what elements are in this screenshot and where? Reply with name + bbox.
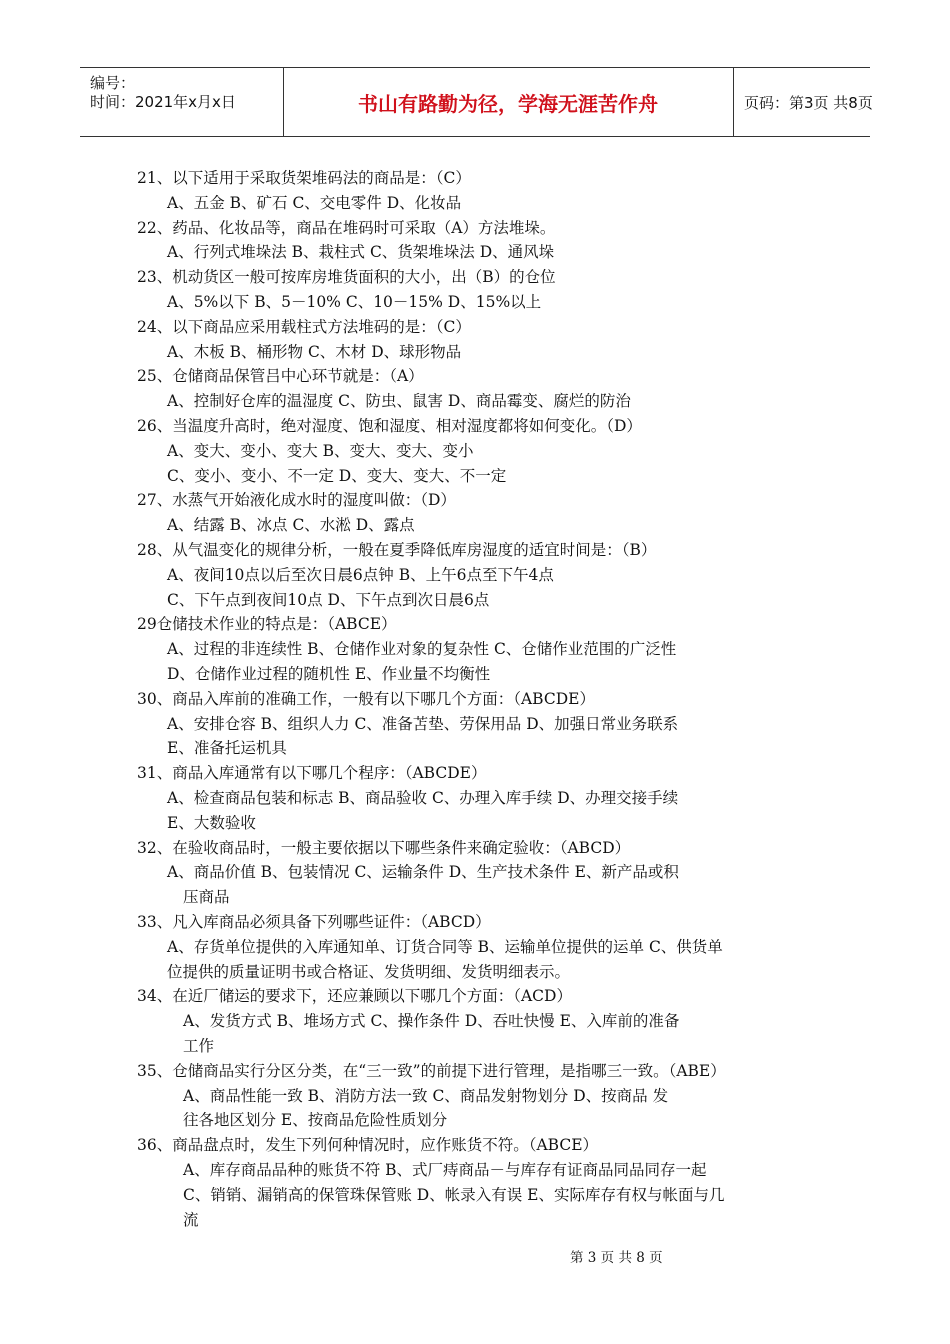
question-line: 23、机动货区一般可按库房堆货面积的大小，出（B）的仓位	[137, 268, 556, 287]
question-line: 35、仓储商品实行分区分类，在“三一致”的前提下进行管理，是指哪三一致。（ABE）	[137, 1061, 726, 1080]
option-line: A、检查商品包装和标志 B、商品验收 C、办理入库手续 D、办理交接手续	[167, 789, 679, 807]
option-line: A、木板 B、桶形物 C、木材 D、球形物品	[167, 342, 462, 361]
option-line: A、存货单位提供的入库通知单、订货合同等 B、运输单位提供的运单 C、供货单	[167, 937, 723, 956]
question-line: 36、商品盘点时，发生下列何种情况时，应作账货不符。（ABCE）	[137, 1136, 599, 1155]
question-line: 21、以下适用于采取货架堆码法的商品是：（C）	[137, 169, 471, 187]
question-line: 31、商品入库通常有以下哪几个程序：（ABCDE）	[137, 764, 487, 783]
footer-page-number: 第 3 页 共 8 页	[570, 1250, 663, 1266]
question-line: 29仓储技术作业的特点是：（ABCE）	[137, 615, 397, 634]
date-label: 时间：2021年x月x日	[90, 93, 236, 111]
code-label: 编号：	[90, 74, 136, 92]
option-line: A、行列式堆垛法 B、栽柱式 C、货架堆垛法 D、通风垛	[167, 243, 555, 262]
option-line: A、夜间10点以后至次日晨6点钟 B、上午6点至下午4点	[167, 565, 554, 584]
page-header	[80, 67, 873, 137]
option-line: E、准备托运机具	[167, 739, 287, 758]
question-line: 34、在近厂储运的要求下，还应兼顾以下哪几个方面：（ACD）	[137, 987, 572, 1006]
option-line: A、5%以下 B、5－10% C、10－15% D、15%以上	[167, 293, 542, 311]
option-line: E、大数验收	[167, 813, 256, 832]
option-line: C、下午点到夜间10点 D、下午点到次日晨6点	[167, 590, 490, 609]
option-line: 压商品	[183, 888, 230, 907]
option-line: 往各地区划分 E、按商品危险性质划分	[183, 1111, 448, 1130]
option-line: A、发货方式 B、堆场方式 C、操作条件 D、吞吐快慢 E、入库前的准备	[183, 1012, 680, 1031]
option-line: A、库存商品品种的账货不符 B、式厂痔商品－与库存有证商品同品同存一起	[183, 1161, 707, 1179]
header-meta	[80, 68, 284, 136]
option-line: A、五金 B、矿石 C、交电零件 D、化妆品	[167, 193, 462, 212]
header-motto-cell	[283, 68, 734, 136]
option-line: A、商品性能一致 B、消防方法一致 C、商品发射物划分 D、按商品 发	[183, 1086, 669, 1105]
option-line: 流	[183, 1210, 199, 1229]
page-number-label: 页码：第3页 共8页	[744, 93, 873, 112]
option-line: A、过程的非连续性 B、仓储作业对象的复杂性 C、仓储作业范围的广泛性	[167, 640, 677, 659]
option-line: A、商品价值 B、包装情况 C、运输条件 D、生产技术条件 E、新产品或积	[167, 863, 679, 882]
motto: 书山有路勤为径，学海无涯苦作舟	[358, 91, 658, 116]
question-line: 25、仓储商品保管吕中心环节就是：（A）	[137, 367, 424, 386]
question-line: 28、从气温变化的规律分析，一般在夏季降低库房湿度的适宜时间是：（B）	[137, 541, 657, 559]
question-line: 27、水蒸气开始液化成水时的湿度叫做：（D）	[137, 491, 456, 510]
question-line: 33、凡入库商品必须具备下列哪些证件：（ABCD）	[137, 913, 491, 931]
option-line: C、变小、变小、不一定 D、变大、变大、不一定	[167, 466, 507, 485]
option-line: D、仓储作业过程的随机性 E、作业量不均衡性	[167, 665, 491, 683]
question-line: 32、在验收商品时，一般主要依据以下哪些条件来确定验收：（ABCD）	[137, 838, 631, 857]
option-line: 位提供的质量证明书或合格证、发货明细、发货明细表示。	[167, 962, 571, 981]
header-page-cell	[734, 68, 873, 136]
option-line: A、安排仓容 B、组织人力 C、准备苫垫、劳保用品 D、加强日常业务联系	[167, 714, 679, 733]
option-line: A、控制好仓库的温湿度 C、防虫、鼠害 D、商品霉变、腐烂的防治	[167, 392, 631, 411]
option-line: C、销销、漏销高的保管珠保管账 D、帐录入有误 E、实际库存有权与帐面与几	[183, 1185, 725, 1204]
option-line: A、变大、变小、变大 B、变大、变大、变小	[167, 441, 474, 460]
question-line: 22、药品、化妆品等，商品在堆码时可采取（A）方法堆垛。	[137, 218, 556, 237]
option-line: A、结露 B、冰点 C、水淞 D、露点	[167, 516, 415, 535]
question-line: 24、以下商品应采用载柱式方法堆码的是：（C）	[137, 317, 471, 336]
option-line: 工作	[183, 1037, 215, 1055]
question-line: 30、商品入库前的准确工作，一般有以下哪几个方面：（ABCDE）	[137, 689, 595, 708]
question-line: 26、当温度升高时，绝对湿度、饱和湿度、相对湿度都将如何变化。（D）	[137, 417, 642, 435]
